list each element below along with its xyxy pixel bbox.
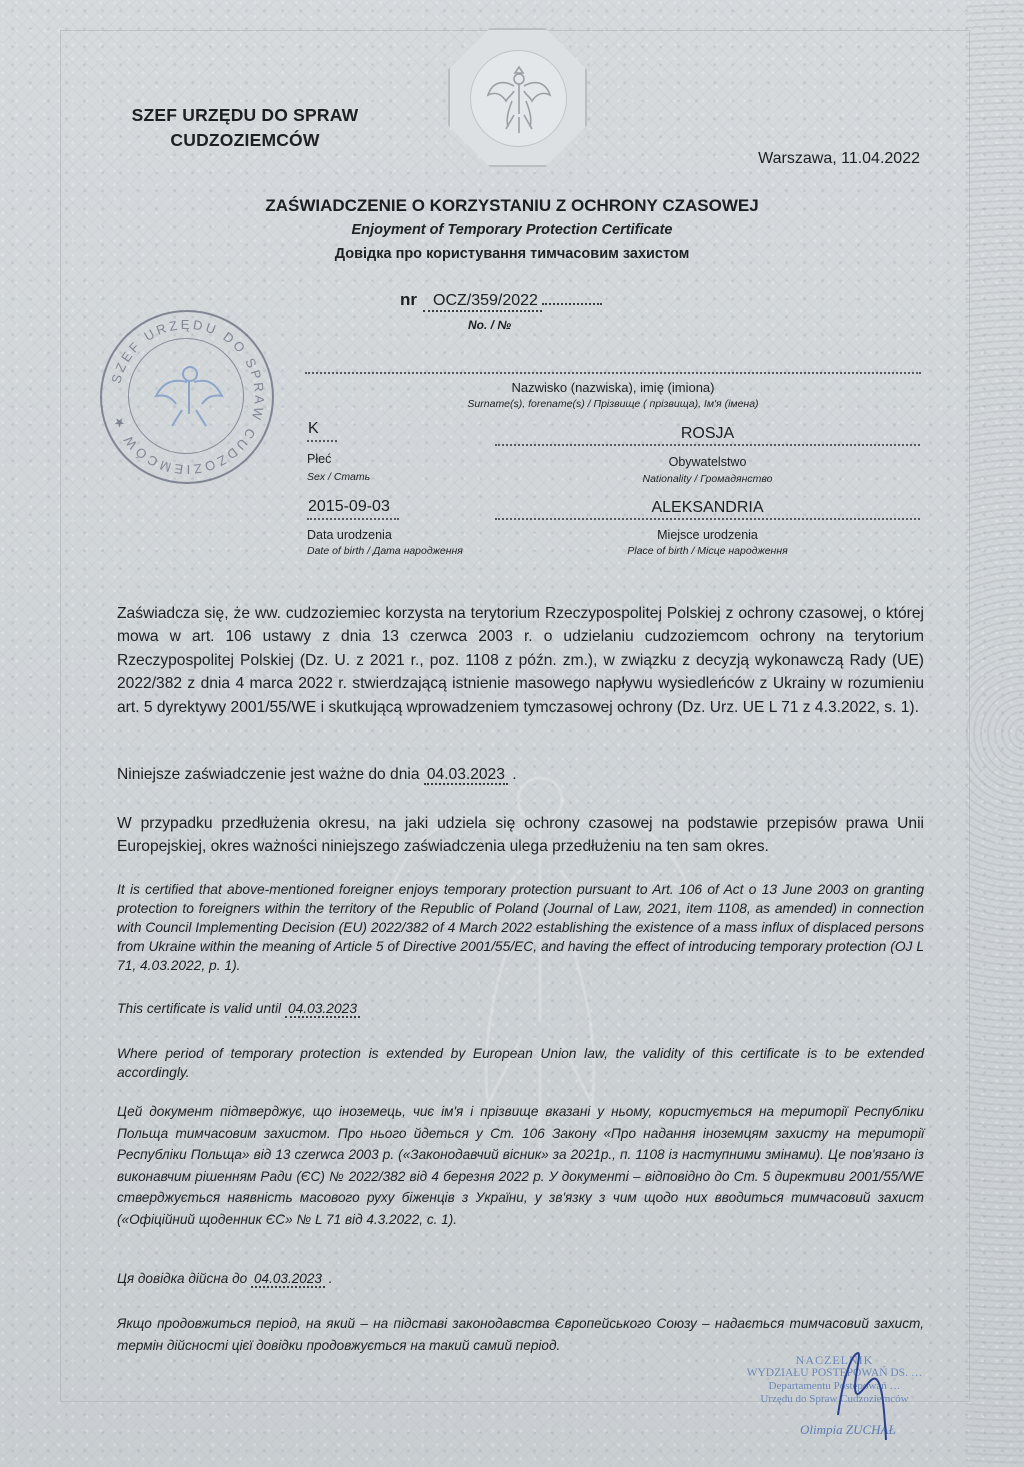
stamp-line-1: NACZELNIK — [795, 1353, 874, 1367]
sex-label-polish: Płeć — [307, 452, 332, 466]
number-dotted-fill — [542, 302, 602, 305]
authority-line-1: SZEF URZĘDU DO SPRAW — [131, 105, 359, 125]
stamp-line-3: Departamentu Postępowań … — [768, 1380, 901, 1392]
validity-prefix-english: This certificate is valid until — [117, 1001, 282, 1016]
extension-clause-polish: W przypadku przedłużenia okresu, na jaki udziela się ochrony czasowej na podstawie przepisów prawa Unii Europejskiej, okres ważności niniejszego zaświadczenia ulega przedłużeniu na ten sam okres. — [117, 815, 924, 856]
extension-clause-ukrainian: Якщо продовжиться період, на який – на підставі законодавства Європейського Союзу – надається тимчасовий захист, термін дійсності цієї довідки продовжується на такий самий період. — [117, 1316, 924, 1353]
nationality-dotted-line — [495, 444, 920, 446]
place-of-birth-value: ALEKSANDRIA — [651, 499, 764, 516]
seal-eagle-icon — [142, 352, 232, 442]
authority-line-2: CUDZOZIEMCÓW — [170, 130, 320, 150]
nationality-label-english-ukrainian: Nationality / Громадянство — [642, 473, 773, 485]
date-of-birth-dotted-line — [307, 518, 399, 520]
name-label-english-ukrainian: Surname(s), forename(s) / Прізвище ( прізвища), Ім'я (імена) — [467, 398, 759, 410]
validity-date-ukrainian: 04.03.2023 — [251, 1271, 325, 1288]
validity-statement-polish — [117, 763, 924, 786]
stamp-line-4: Urzędu do Spraw Cudzoziemców — [760, 1393, 909, 1405]
nationality-value: ROSJA — [680, 425, 735, 442]
validity-prefix-ukrainian: Ця довідка дійсна до — [117, 1271, 248, 1286]
place-of-birth-label-english-ukrainian: Place of birth / Місце народження — [627, 545, 788, 557]
certification-text-english: It is certified that above-mentioned foreigner enjoys temporary protection pursuant to Art. 106 of Act o 13 June 2003 on granting protection to foreigners within the territory of the Republic of Poland (Journal of Law, 2021, item 1108, as amended) in connection with Council Implementing Decision (EU) 2022/382 of 4 March 2022 establishing the existence of a mass influx of displaced persons from Ukraine within the meaning of Article 5 of Directive 2001/55/EC, and having the effect of introducing temporary protection (OJ L 71, 4.03.2022, p. 1). — [117, 882, 924, 973]
official-name-stamp: Olimpia ZUCHAŁ — [800, 1422, 896, 1437]
validity-statement-ukrainian — [117, 1268, 924, 1290]
eagle-icon — [470, 50, 567, 147]
document-title-polish: ZAŚWIADCZENIE O KORZYSTANIU Z OCHRONY CZASOWEJ — [265, 196, 759, 215]
sex-dotted-line — [307, 440, 337, 442]
validity-prefix-polish: Niniejsze zaświadczenie jest ważne do dnia — [117, 766, 420, 783]
validity-date-english: 04.03.2023 — [285, 1001, 360, 1018]
official-round-seal — [100, 310, 274, 484]
validity-date-polish: 04.03.2023 — [424, 766, 508, 785]
nationality-label-polish: Obywatelstwo — [668, 455, 747, 469]
place-and-date: Warszawa, 11.04.2022 — [758, 150, 920, 167]
validity-statement-english — [117, 999, 924, 1018]
validity-suffix-ukrainian: . — [328, 1271, 333, 1286]
certification-text-polish: Zaświadcza się, że ww. cudzoziemiec korzysta na terytorium Rzeczypospolitej Polskiej z ochrony czasowej, o której mowa w art. 106 ustawy z dnia 13 czerwca 2003 r. o udzielaniu cudzoziemcom ochrony na terytorium Rzeczypospolitej Polskiej (Dz. U. z 2021 r., poz. 1108 z późn. zm.), w związku z decyzją wykonawczą Rady (UE) 2022/382 z dnia 4 marca 2022 r. stwierdzającą istnienie masowego napływu wysiedleńców z Ukrainy w rozumieniu art. 5 dyrektywy 2001/55/WE i skutkującą wprowadzeniem tymczasowej ochrony (Dz. Urz. UE L 71 z 4.3.2022, s. 1). — [117, 605, 924, 716]
place-of-birth-label-polish: Miejsce urodzenia — [657, 528, 758, 542]
document-title-english: Enjoyment of Temporary Protection Certificate — [351, 222, 673, 238]
certification-text-ukrainian: Цей документ підтверджує, що іноземець, чиє ім'я і прізвище вказані у ньому, користується на території Республіки Польща тимчасовим захистом. Про нього йдеться у Ст. 106 Закону «Про надання іноземцям захисту на території Республіки Польща» від 13 czerwca 2003 р. («Законодавчий вісник» за 2021р., п. 1108 із наступними змінами). Це пов'язано із виконавчим рішенням Ради (ЄС) № 2022/382 від 4 березня 2022 р. У документі – відповідно до Ст. 5 директиви 2001/55/WE стверджується наявність масового руху біженців з України, у зв'язку з чим щодо них вводиться тимчасовий захист («Офіційний щоденник ЄС» № L 71 від 4.3.2022, с. 1). — [117, 1104, 924, 1227]
validity-suffix-polish: . — [512, 766, 517, 783]
document-title-ukrainian: Довідка про користування тимчасовим захистом — [334, 246, 690, 262]
date-of-birth-value: 2015-09-03 — [308, 498, 390, 515]
number-sublabel: No. / № — [468, 318, 512, 332]
name-label-polish: Nazwisko (nazwiska), imię (imiona) — [511, 380, 715, 395]
certificate-number-row — [400, 290, 602, 312]
certificate-number: OCZ/359/2022 — [423, 292, 542, 312]
date-of-birth-label-english-ukrainian: Date of birth / Дата народження — [307, 545, 463, 557]
signature-icon — [830, 1345, 910, 1445]
sex-label-english-ukrainian: Sex / Стать — [307, 471, 371, 483]
stamp-line-2: WYDZIAŁU POSTĘPOWAŃ DS. … — [746, 1367, 923, 1379]
date-of-birth-label-polish: Data urodzenia — [307, 528, 392, 542]
number-label: nr — [400, 290, 417, 309]
sex-value: K — [308, 420, 319, 437]
svg-text:SZEF URZĘDU DO SPRAW CUDZOZIEM: SZEF URZĘDU DO SPRAW CUDZOZIEMCÓW ★ — [108, 316, 268, 478]
issuing-authority — [110, 103, 380, 153]
name-field-line — [305, 362, 921, 374]
extension-clause-english: Where period of temporary protection is extended by European Union law, the validity of this certificate is to be extended accordingly. — [117, 1046, 924, 1080]
guilloche-border — [966, 0, 1024, 1467]
place-of-birth-dotted-line — [495, 518, 920, 520]
